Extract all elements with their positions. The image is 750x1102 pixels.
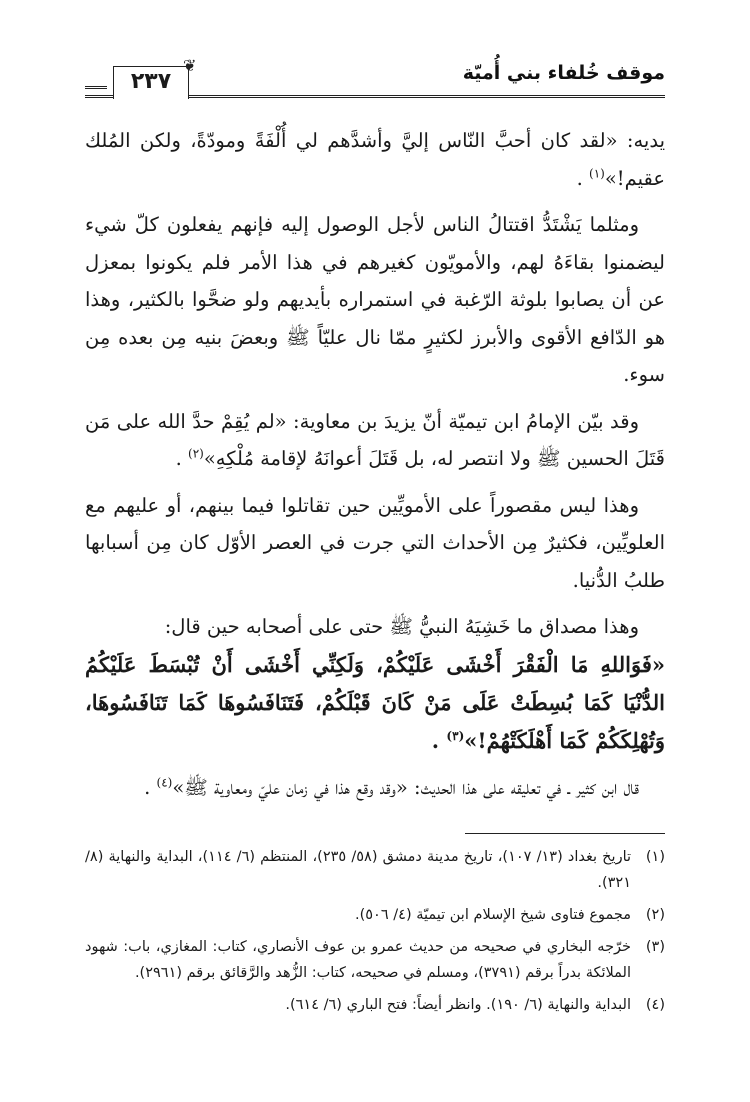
footnote-separator — [465, 833, 665, 834]
footnote-ref: (٢) — [188, 446, 204, 461]
end-mark: . — [175, 447, 182, 470]
end-mark: . — [431, 727, 440, 753]
ornament-icon: ❦ — [183, 56, 197, 75]
paragraph: يديه: «لقد كان أحبَّ النّاس إليَّ وأشدَّهم لي أُلْفَةً ومودّةً، ولكن المُلك عقيم!»$^{(١)}$ . — [85, 129, 665, 190]
footnote-ref: (١) — [589, 166, 605, 180]
paragraph: وهذا ليس مقصوراً على الأمويِّين حين تقاتلوا فيما بينهم، أو عليهم مع العلويِّين، فكثيرٌ مِن الأحداث التي جرت في العصر الأوّل كان مِن أسبابها طلبُ الدُّنيا. — [85, 493, 665, 592]
footnote-number: (٣) — [645, 939, 665, 955]
footnote-number: (٢) — [645, 907, 665, 923]
footnote — [85, 844, 665, 896]
footnotes — [85, 844, 665, 1024]
main-text — [85, 122, 665, 815]
paragraph: وقد بيّن الإمامُ ابن تيميّة أنّ يزيدَ بن معاوية: «لم يُقِمْ حدَّ الله على مَن قَتَلَ الحسين ﷺ ولا انتصر له، بل قَتَلَ أعوانَهُ لإقامة مُلْكِهِ»$^{(٢)}$ . — [85, 409, 665, 470]
footnote — [85, 902, 665, 928]
footnote-text: مجموع فتاوى شيخ الإسلام ابن تيميّة (٤/ ٥٠٦). — [354, 907, 631, 923]
footnote-ref: (٣) — [446, 728, 465, 743]
running-header — [85, 56, 665, 108]
page-number-box — [113, 66, 189, 99]
chapter-title: موقف خُلفاء بني أُميّة — [462, 62, 665, 84]
footnote-text: خرّجه البخاري في صحيحه من حديث عمرو بن عوف الأنصاري، كتاب: المغازي، باب: شهود الملائكة بدراً برقم (٣٧٩١)، ومسلم في صحيحه، كتاب: الزُّهد والرَّقائق برقم (٢٩٦١). — [85, 939, 631, 981]
footnote-text: البداية والنهاية (٦/ ١٩٠). وانظر أيضاً: فتح الباري (٦/ ٦١٤). — [285, 997, 631, 1013]
footnote-ref: (٤) — [156, 775, 173, 789]
paragraph: وهذا مصداق ما خَشِيَهُ النبيُّ ﷺ حتى على أصحابه حين قال: — [164, 615, 639, 638]
end-mark: . — [576, 166, 583, 190]
hadith-quote: «فَوَاللهِ مَا الْفَقْرَ أَخْشَى عَلَيْكُمْ، وَلَكِنِّي أَخْشَى أَنْ تُبْسَطَ عَلَيْكُمُ الدُّنْيَا كَمَا بُسِطَتْ عَلَى مَنْ كَانَ قَبْلَكُمْ، فَتَنَافَسُوهَا كَمَا تَنَافَسُوهَا، وَتُهْلِكَكُمْ كَمَا أَهْلَكَتْهُمْ!»$^{(٣)}$ . — [85, 651, 665, 753]
header-left-rule — [85, 86, 107, 89]
footnote — [85, 992, 665, 1018]
footnote-number: (١) — [645, 849, 665, 865]
footnote-text: تاريخ بغداد (١٣/ ١٠٧)، تاريخ مدينة دمشق (٥٨/ ٢٣٥)، المنتظم (٦/ ١١٤)، البداية والنهاية (٨/ ٣٢١). — [85, 849, 632, 891]
paragraph: قال ابن كثير ـ في تعليقه على هذا الحديث: «وقد وقع هذا في زمان عليّ ومعاوية ﷺ»$^{(٤)}$ . — [144, 775, 639, 799]
end-mark: . — [144, 775, 151, 799]
page-number: ٢٣٧ — [130, 69, 172, 94]
paragraph: ومثلما يَشْتَدُّ اقتتالُ الناس لأجل الوصول إليه فإنهم يفعلون كلّ شيء ليضمنوا بقاءَهُ لهم، والأمويّون كغيرهم في هذا الأمر فلم يكونوا بمعزل عن أن يصابوا بلوثة الرّغبة في استمراره بأيديهم ولو ضحَّوا بالكثير، وهذا هو الدّافع الأقوى والأبرز لكثيرٍ ممّا نال عليّاً ﷺ وبعضَ بنيه مِن بعده مِن سوء. — [85, 213, 665, 386]
footnote-number: (٤) — [645, 997, 665, 1013]
footnote — [85, 934, 665, 986]
